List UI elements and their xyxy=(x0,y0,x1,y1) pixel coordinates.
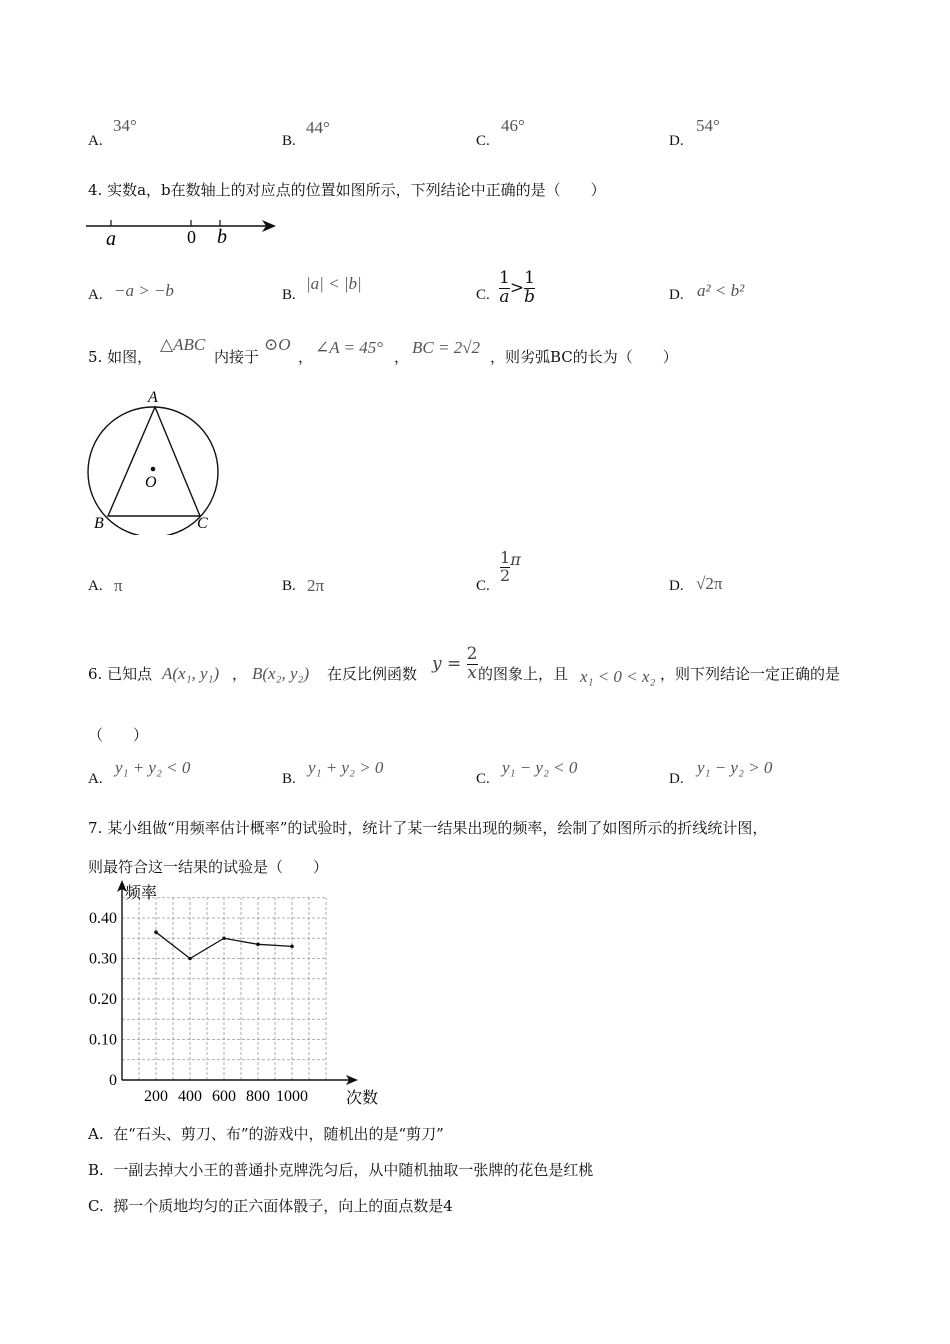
q3-option-a-label: A. xyxy=(88,133,103,149)
q4-option-b-label: B. xyxy=(282,287,296,303)
x-axis-label: 次数 xyxy=(346,1090,379,1107)
triangle-abc: △ABC xyxy=(160,335,206,354)
triangle xyxy=(108,407,200,516)
y-tick-label: 0.10 xyxy=(89,1031,117,1049)
label-b: b xyxy=(217,226,227,248)
q4-option-b-value: |a| < |b| xyxy=(306,274,362,293)
condition: x₁ < 0 < x₂ xyxy=(580,667,656,686)
y-tick-label: 0 xyxy=(109,1072,117,1089)
chart-axes xyxy=(117,880,358,1085)
q4-option-d-label: D. xyxy=(669,287,684,303)
x-tick-label: 400 xyxy=(178,1088,202,1105)
y-tick-label: 0.30 xyxy=(89,950,117,968)
function-y-2-over-x: y = $\frac{2}{x}$ xyxy=(432,644,478,683)
y-tick-label: 0.20 xyxy=(89,991,117,1008)
q6-option-a-label: A. xyxy=(88,771,103,787)
circle-o: ⊙O xyxy=(264,335,291,354)
data-point xyxy=(290,945,294,949)
q5-option-a-value: π xyxy=(114,576,123,595)
q5-option-b-label: B. xyxy=(282,578,296,594)
label-a: a xyxy=(106,228,116,250)
q3-option-d-value: 54° xyxy=(696,116,720,135)
q3-option-d-label: D. xyxy=(669,133,684,149)
q7-stem-line2: 则最符合这一结果的试验是（ ） xyxy=(88,858,329,876)
q7-frequency-line-chart xyxy=(80,878,400,1112)
q3-option-b-label: B. xyxy=(282,133,296,149)
point-a: A(x₁, y₁) xyxy=(162,664,220,683)
data-point xyxy=(154,930,158,934)
q3-option-c-label: C. xyxy=(476,133,490,149)
label-O: O xyxy=(145,474,157,491)
x-tick-label: 1000 xyxy=(276,1088,308,1105)
q4-option-c-label: C. xyxy=(476,287,490,303)
q6-option-a-value: y₁ + y₂ < 0 xyxy=(115,758,191,777)
q7-option-a: A. 在“石头、剪刀、布”的游戏中，随机出的是“剪刀” xyxy=(88,1125,444,1143)
chart-grid xyxy=(122,898,326,1080)
q6-option-c-value: y₁ − y₂ < 0 xyxy=(502,758,578,777)
y-tick-label: 0.40 xyxy=(89,910,117,927)
q7-option-b: B. 一副去掉大小王的普通扑克牌洗匀后，从中随机抽取一张牌的花色是红桃 xyxy=(88,1161,594,1179)
label-zero: 0 xyxy=(187,227,196,247)
bc-length: BC = 2√2 xyxy=(412,338,481,357)
q5-option-b-value: 2π xyxy=(307,576,325,595)
q3-option-a-value: 34° xyxy=(113,116,137,135)
q5-option-c-value: $\frac{1}{2}$ π xyxy=(500,548,521,585)
x-tick-label: 200 xyxy=(144,1088,168,1105)
data-point xyxy=(256,943,260,947)
q5-option-c-label: C. xyxy=(476,578,490,594)
q5-option-d-label: D. xyxy=(669,578,684,594)
x-tick-label: 600 xyxy=(212,1088,236,1105)
q6-option-b-value: y₁ + y₂ > 0 xyxy=(308,758,384,777)
q6-option-c-label: C. xyxy=(476,771,490,787)
center-dot xyxy=(151,467,156,472)
y-axis-label: 频率 xyxy=(125,885,158,902)
data-point xyxy=(188,957,192,961)
label-B: B xyxy=(94,515,104,532)
q4-option-a-value: −a > −b xyxy=(114,281,174,300)
q6-option-b-label: B. xyxy=(282,771,296,787)
q5-option-d-value: √2π xyxy=(696,574,723,593)
q5-circle-figure xyxy=(84,385,234,535)
q4-option-a-label: A. xyxy=(88,287,103,303)
q6-option-d-label: D. xyxy=(669,771,684,787)
q3-option-c-value: 46° xyxy=(501,116,525,135)
point-b: B(x₂, y₂) xyxy=(252,664,310,683)
data-point xyxy=(222,936,226,940)
q6-option-d-value: y₁ − y₂ > 0 xyxy=(697,758,773,777)
q5-option-a-label: A. xyxy=(88,578,103,594)
q3-option-b-value: 44° xyxy=(306,118,330,137)
label-C: C xyxy=(197,515,208,532)
q4-option-d-value: a² < b² xyxy=(697,281,745,300)
q7-stem-line1: 7. 某小组做“用频率估计概率”的试验时，统计了某一结果出现的频率，绘制了如图所示的折线统计图， xyxy=(88,819,768,837)
q4-number-line xyxy=(84,212,284,250)
q7-option-c: C. 掷一个质地均匀的正六面体骰子，向上的面点数是4 xyxy=(88,1197,453,1215)
angle-a: ∠A = 45° xyxy=(315,338,384,357)
q4-stem: 4. 实数a，b在数轴上的对应点的位置如图所示，下列结论中正确的是（ ） xyxy=(88,181,606,199)
x-tick-label: 800 xyxy=(246,1088,270,1105)
q4-option-c-value: $\frac{1}{a}$ > $\frac{1}{b}$ xyxy=(499,268,535,307)
label-A: A xyxy=(148,389,158,406)
